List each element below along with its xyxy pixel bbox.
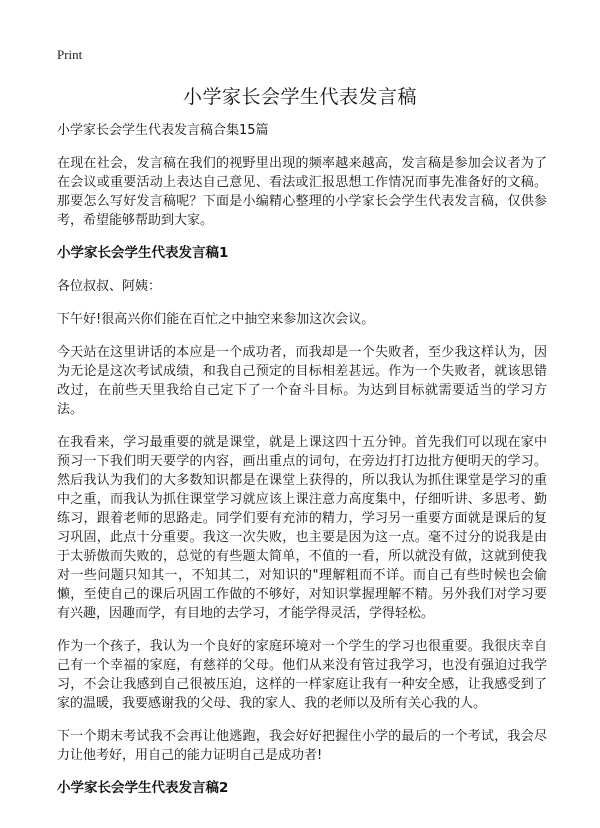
greeting-paragraph: 各位叔叔、阿姨： — [57, 279, 162, 294]
section-heading-1: 小学家长会学生代表发言稿1 — [57, 245, 229, 261]
body-paragraph: 下一个期末考试我不会再让他逃跑，我会好好把握住小学的最后的一个考试，我会尽力让他考好，用自己的能力证明自己是成功者! — [57, 729, 547, 763]
page-title: 小学家长会学生代表发言稿 — [182, 86, 417, 108]
body-paragraph: 下午好!很高兴你们能在百忙之中抽空来参加这次会议。 — [57, 312, 375, 327]
document-body — [57, 122, 547, 812]
intro-paragraph: 在现在社会，发言稿在我们的视野里出现的频率越来越高，发言稿是参加会议者为了在会议或重要活动上表达自己意见、看法或汇报思想工作情况而事先准备好的文稿。那要怎么写好发言稿呢？下面是小编精心整理的小学家长会学生代表发言稿，仅供参考，希望能够帮助到大家。 — [57, 156, 547, 228]
body-paragraph: 作为一个孩子，我认为一个良好的家庭环境对一个学生的学习也很重要。我很庆幸自己有一个幸福的家庭，有慈祥的父母。他们从来没有管过我学习，也没有强迫过我学习，不会让我感到自己很被压迫，这样的一样家庭让我有一种安全感，让我感受到了家的温暖，我要感谢我的父母、我的家人、我的老师以及所有关心我的人。 — [57, 639, 547, 711]
section-heading-2: 小学家长会学生代表发言稿2 — [57, 780, 229, 796]
print-link[interactable]: Print — [57, 47, 83, 62]
body-paragraph: 在我看来，学习最重要的就是课堂，就是上课这四十五分钟。首先我们可以现在家中预习一下我们明天要学的内容，画出重点的词句，在旁边打打边批方便明天的学习。然后我认为我们的大多数知识都是在课堂上获得的，所以我认为抓住课堂是学习的重中之重，而我认为抓住课堂学习就应该上课注意力高度集中，仔细听讲、多思考、勤练习，跟着老师的思路走。同学们要有充沛的精力，学习另一重要方面就是课后的复习巩固，此点十分重要。我这一次失败，也主要是因为这一点。毫不过分的说我是由于太骄傲而失败的，总觉的有些题太简单，不值的一看，所以就没有做，这就到使我对一些问题只知其一，不知其二，对知识的"理解粗而不详。而自己有些时候也会偷懒，至使自己的课后巩固工作做的不够好，对知识掌握理解不精。另外我们对学习要有兴趣，因趣而学，有目地的去学习，才能学得灵活，学得轻松。 — [57, 435, 547, 621]
body-paragraph: 今天站在这里讲话的本应是一个成功者，而我却是一个失败者，至少我这样认为，因为无论是这次考试成绩，和我自己预定的目标相差甚远。作为一个失败者，就该思错改过，在前些天里我给自己定下了一个奋斗目标。为达到目标就需要适当的学习方法。 — [57, 345, 547, 417]
document-subtitle: 小学家长会学生代表发言稿合集15篇 — [57, 123, 269, 138]
